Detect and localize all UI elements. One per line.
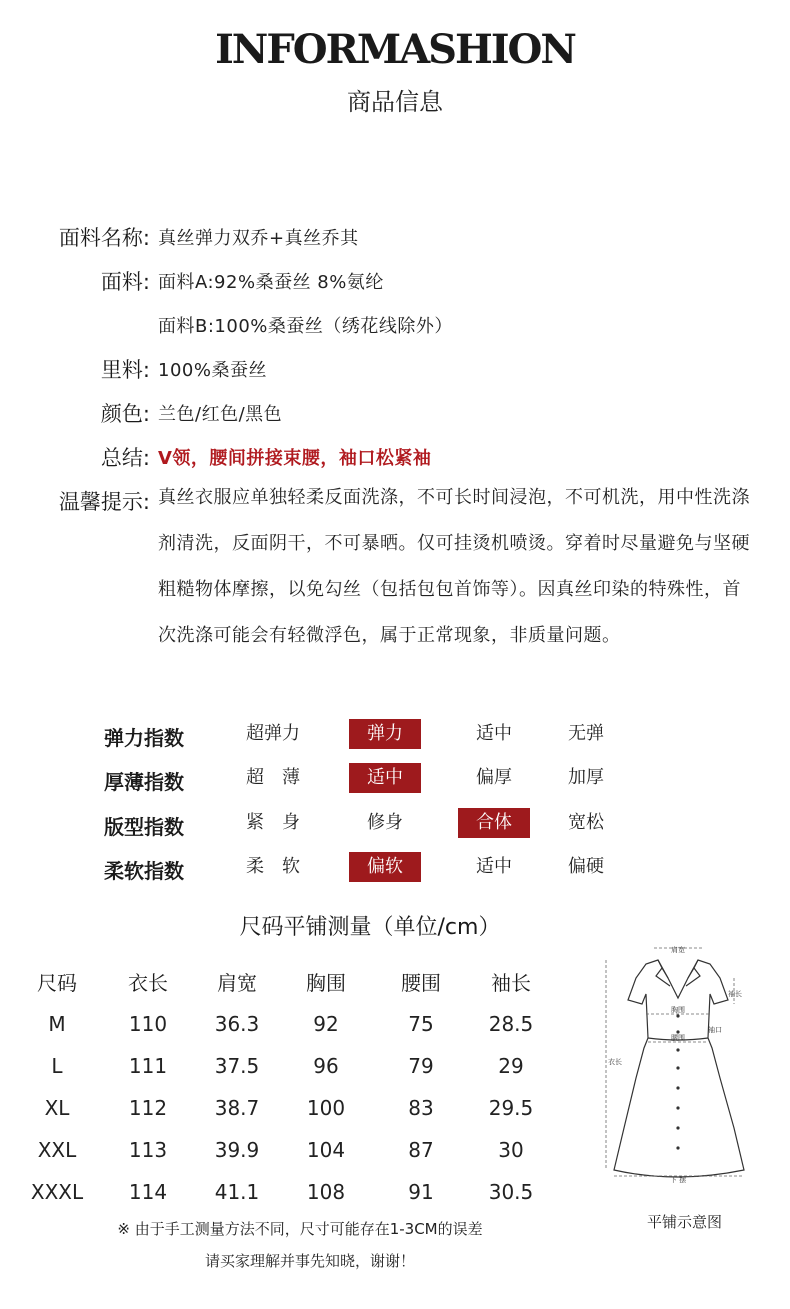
index-fit-option: 宽松 — [568, 812, 604, 833]
size-cell: 29 — [498, 1054, 524, 1078]
index-thickness-option: 加厚 — [568, 767, 604, 788]
size-cell: 92 — [313, 1012, 339, 1036]
index-elasticity-option: 超弹力 — [246, 723, 300, 744]
dress-measurement-diagram — [596, 938, 766, 1198]
size-cell: XXXL — [30, 1180, 84, 1204]
index-softness-option: 偏软 — [349, 852, 421, 882]
info-value-fabric-b: 面料B:100%桑蚕丝（绣花线除外） — [158, 316, 453, 337]
size-header: 尺码 — [37, 971, 77, 995]
size-cell: 41.1 — [214, 1180, 260, 1204]
index-fit-option: 紧 身 — [246, 812, 300, 833]
info-label-color: 颜色: — [100, 402, 150, 426]
info-value-fabric-name: 真丝弹力双乔+真丝乔其 — [158, 228, 359, 249]
info-label-lining: 里料: — [100, 358, 150, 382]
size-note-line2: 请买家理解并事先知晓，谢谢！ — [204, 1252, 415, 1270]
index-name-fit: 版型指数 — [104, 815, 184, 839]
size-cell: 111 — [128, 1054, 168, 1078]
tips-text: 真丝衣服应单独轻柔反面洗涤，不可长时间浸泡，不可机洗，用中性洗涤剂清洗，反面阴干，不可暴晒。仅可挂烫机喷烫。穿着时尽量避免与坚硬粗糙物体摩擦，以免勾丝（包括包包首饰等）。因真丝印染的特殊性，首次洗涤可能会有轻微浮色，属于正常现象，非质量问题。 — [158, 487, 750, 646]
index-elasticity-option: 无弹 — [568, 723, 604, 744]
index-thickness-option: 超 薄 — [246, 767, 300, 788]
index-softness-option: 适中 — [476, 856, 512, 877]
diagram-caption: 平铺示意图 — [646, 1213, 722, 1231]
dress-collar — [656, 960, 700, 986]
size-cell: 37.5 — [214, 1054, 260, 1078]
info-value-fabric-a: 面料A:92%桑蚕丝 8%氨纶 — [158, 272, 384, 293]
size-note-line1: ※ 由于手工测量方法不同，尺寸可能存在1-3CM的误差 — [117, 1220, 483, 1238]
info-label-summary: 总结: — [100, 446, 150, 470]
index-fit-option: 合体 — [458, 808, 530, 838]
size-cell: L — [51, 1054, 63, 1078]
index-softness-option: 偏硬 — [568, 856, 604, 877]
size-cell: 108 — [306, 1180, 346, 1204]
label-cuff: 袖口 — [708, 1026, 722, 1034]
index-elasticity-option: 弹力 — [349, 719, 421, 749]
size-cell: 91 — [408, 1180, 434, 1204]
size-cell: 39.9 — [214, 1138, 260, 1162]
size-header: 袖长 — [491, 971, 531, 995]
size-header: 衣长 — [128, 971, 168, 995]
label-sleeve-length: 袖长 — [728, 990, 742, 998]
index-name-thickness: 厚薄指数 — [104, 770, 184, 794]
size-cell: 114 — [128, 1180, 168, 1204]
info-label-fabric-name: 面料名称: — [58, 226, 150, 250]
size-cell: 30.5 — [488, 1180, 534, 1204]
size-cell: XL — [44, 1096, 70, 1120]
size-header: 腰围 — [401, 971, 441, 995]
index-elasticity-option: 适中 — [476, 723, 512, 744]
size-cell: 96 — [313, 1054, 339, 1078]
size-cell: 110 — [128, 1012, 168, 1036]
size-cell: 36.3 — [214, 1012, 260, 1036]
size-cell: 29.5 — [488, 1096, 534, 1120]
size-cell: 83 — [408, 1096, 434, 1120]
label-shoulder: 肩宽 — [671, 946, 685, 954]
size-cell: 28.5 — [488, 1012, 534, 1036]
size-cell: 75 — [408, 1012, 434, 1036]
index-thickness-option: 适中 — [349, 763, 421, 793]
info-value-summary: V领，腰间拼接束腰，袖口松紧袖 — [158, 448, 432, 469]
page-title: INFORMASHION — [215, 26, 575, 73]
size-cell: 104 — [306, 1138, 346, 1162]
label-hem: 下 摆 — [669, 1176, 687, 1184]
size-cell: 30 — [498, 1138, 524, 1162]
index-name-softness: 柔软指数 — [104, 859, 184, 883]
label-length: 衣长 — [608, 1058, 622, 1066]
index-fit-option: 修身 — [367, 812, 403, 833]
size-cell: M — [48, 1012, 66, 1036]
index-thickness-option: 偏厚 — [476, 767, 512, 788]
info-label-fabric: 面料: — [100, 270, 150, 294]
index-name-elasticity: 弹力指数 — [104, 726, 184, 750]
size-cell: 87 — [408, 1138, 434, 1162]
size-header: 肩宽 — [217, 971, 257, 995]
size-header: 胸围 — [306, 971, 346, 995]
size-cell: XXL — [37, 1138, 77, 1162]
info-value-color: 兰色/红色/黑色 — [158, 404, 283, 425]
page-subtitle: 商品信息 — [347, 88, 443, 116]
size-cell: 112 — [128, 1096, 168, 1120]
info-value-lining: 100%桑蚕丝 — [158, 360, 267, 381]
label-chest: 胸围 — [671, 1006, 685, 1014]
index-softness-option: 柔 软 — [246, 856, 300, 877]
size-cell: 38.7 — [214, 1096, 260, 1120]
size-cell: 100 — [306, 1096, 346, 1120]
tips-label: 温馨提示: — [58, 490, 150, 514]
size-table-title: 尺码平铺测量（单位/cm） — [239, 915, 501, 940]
label-waist: 腰围 — [671, 1034, 685, 1042]
size-cell: 113 — [128, 1138, 168, 1162]
size-cell: 79 — [408, 1054, 434, 1078]
